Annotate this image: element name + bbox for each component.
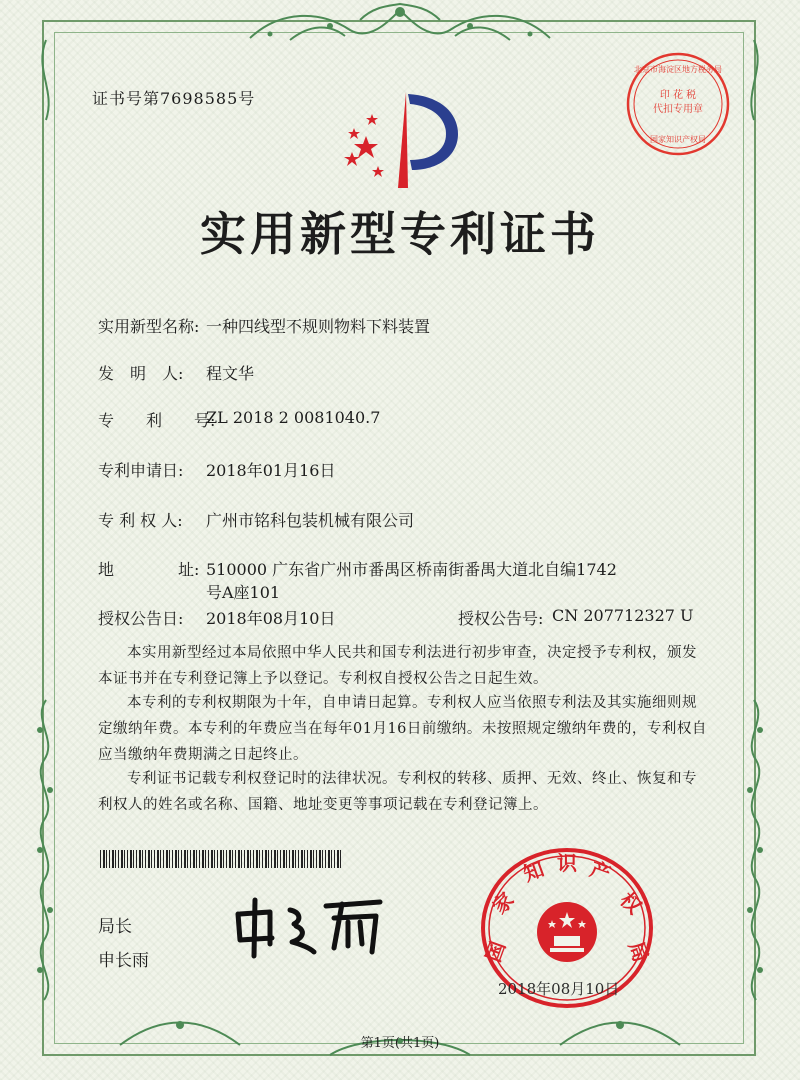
svg-text:家: 家 xyxy=(487,887,519,919)
patent-number-label: 专 利 号: xyxy=(98,411,216,430)
patentee-value: 广州市铭科包装机械有限公司 xyxy=(206,511,415,530)
svg-text:局: 局 xyxy=(623,938,654,966)
inventor-value: 程文华 xyxy=(206,364,255,383)
page-number: 第1页(共1页) xyxy=(360,1036,440,1051)
filing-date-label: 专利申请日: xyxy=(98,461,184,480)
grant-number-value: CN 207712327 U xyxy=(552,606,694,625)
grant-date-value: 2018年08月10日 xyxy=(206,609,336,628)
utility-model-name-label: 实用新型名称: xyxy=(98,317,200,336)
paragraph-1: 本实用新型经过本局依照中华人民共和国专利法进行初步审查，决定授予专利权，颁发本证书并在专利登记簿上予以登记。专利权自授权公告之日起生效。 xyxy=(98,645,697,687)
address-label: 地 址: xyxy=(98,560,200,579)
left-ornament xyxy=(28,0,62,1080)
patentee-label: 专 利 权 人: xyxy=(98,511,183,530)
paragraph-3: 专利证书记载专利权登记时的法律状况。专利权的转移、质押、无效、终止、恢复和专利权人的姓名或名称、国籍、地址变更等事项记载在专利登记簿上。 xyxy=(98,771,697,813)
certificate-number: 证书号第7698585号 xyxy=(92,89,256,108)
svg-text:产: 产 xyxy=(586,856,614,887)
inventor-label: 发 明 人: xyxy=(98,364,184,383)
barcode xyxy=(100,850,342,868)
certificate-title: 实用新型专利证书 xyxy=(200,207,600,261)
top-ornament xyxy=(0,0,800,48)
filing-date-value: 2018年01月16日 xyxy=(206,461,336,480)
paragraph-2: 本专利的专利权期限为十年，自申请日起算。专利权人应当依照专利法及其实施细则规定缴纳年费。本专利的年费应当在每年01月16日前缴纳。未按照规定缴纳年费的，专利权自应当缴纳年费期满之日起终止。 xyxy=(98,695,707,763)
grant-number-label: 授权公告号: xyxy=(458,609,544,628)
cnipa-logo xyxy=(334,90,464,190)
patent-number-value: ZL 2018 2 0081040.7 xyxy=(206,408,381,427)
director-signature xyxy=(230,892,390,962)
svg-text:北京市海淀区地方税务局: 北京市海淀区地方税务局 xyxy=(634,65,722,74)
svg-text:印 花 税: 印 花 税 xyxy=(659,90,697,101)
svg-text:知: 知 xyxy=(520,856,548,887)
svg-text:权: 权 xyxy=(615,887,647,919)
svg-text:识: 识 xyxy=(557,851,577,875)
director-title: 局长 xyxy=(98,917,132,937)
seal-date: 2018年08月10日 xyxy=(498,980,620,998)
right-ornament xyxy=(738,0,772,1080)
svg-text:国: 国 xyxy=(480,938,511,966)
grant-date-label: 授权公告日: xyxy=(98,609,184,628)
svg-text:国家知识产权局: 国家知识产权局 xyxy=(650,135,706,144)
address-value-line2: 号A座101 xyxy=(206,583,281,602)
tax-stamp xyxy=(624,50,732,158)
utility-model-name-value: 一种四线型不规则物料下料装置 xyxy=(206,317,431,336)
director-name: 申长雨 xyxy=(98,951,149,971)
svg-text:代扣专用章: 代扣专用章 xyxy=(653,104,703,115)
address-value-line1: 510000 广东省广州市番禺区桥南街番禺大道北自编1742 xyxy=(206,560,617,579)
